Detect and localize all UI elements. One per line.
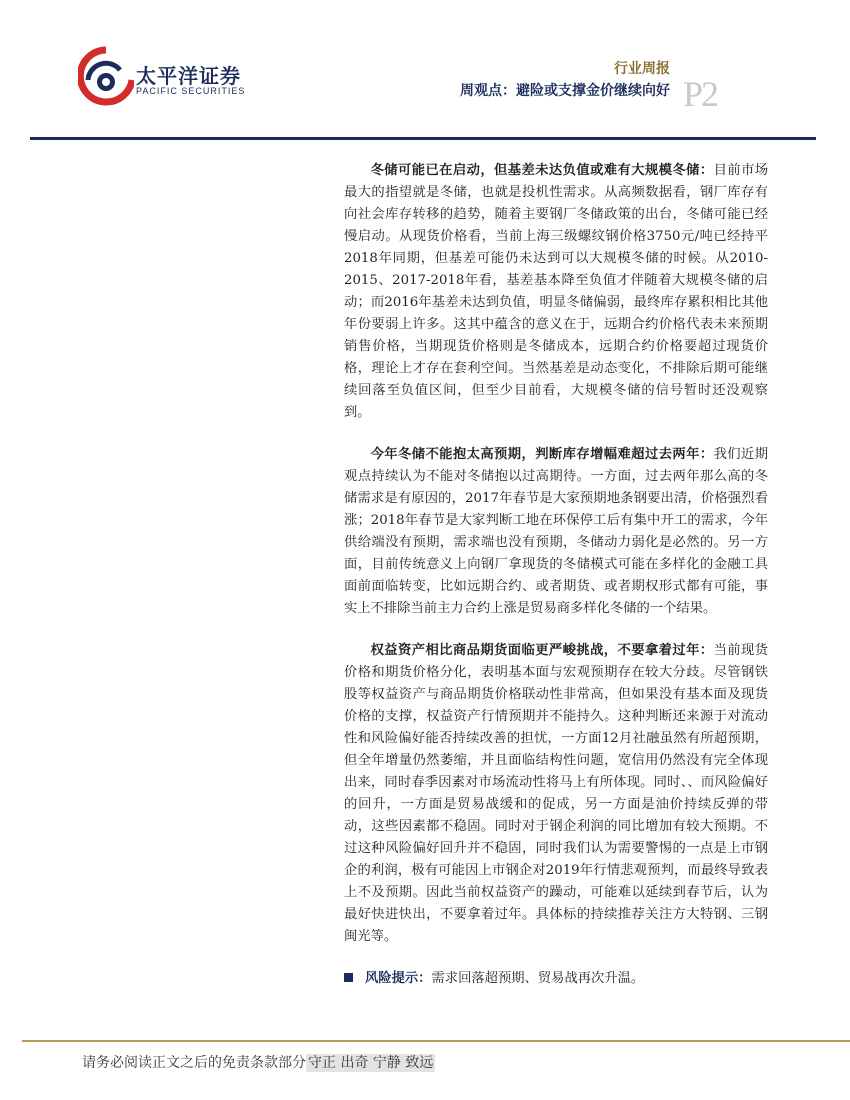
report-title: 周观点：避险或支撑金价继续向好 <box>460 83 670 99</box>
paragraph-lead: 今年冬储不能抱太高预期，判断库存增幅难超过去两年： <box>370 447 714 462</box>
square-bullet-icon <box>344 973 353 982</box>
paragraph-winter-storage <box>344 160 768 424</box>
footer <box>82 1052 435 1072</box>
paragraph-lead: 权益资产相比商品期货面临更严峻挑战，不要拿着过年： <box>370 643 714 658</box>
footer-motto: 守正 出奇 宁静 致远 <box>308 1055 434 1071</box>
pacific-securities-emblem-icon <box>78 46 134 116</box>
paragraph-inventory-outlook <box>344 444 768 620</box>
main-content <box>344 160 768 990</box>
paragraph-body: 目前市场最大的指望就是冬储，也就是投机性需求。从高频数据看，钢厂库存有向社会库存转移的趋势，随着主要钢厂冬储政策的出台，冬储可能已经慢启动。从现货价格看，当前上海三级螺纹钢价格3750元/吨已经持平2018年同期，但基差可能仍未达到可以大规模冬储的时候。从2010-2015、2017-2018年看，基差基本降至负值才伴随着大规模冬储的启动；而2016年基差未达到负值，明显冬储偏弱，最终库存累积相比其他年份要弱上许多。这其中蕴含的意义在于，远期合约价格代表未来预期销售价格，当期现货价格则是冬储成本，远期合约价格要超过现货价格，理论上才存在套利空间。当然基差是动态变化，不排除后期可能继续回落至负值区间，但至少目前看，大规模冬储的信号暂时还没观察到。 <box>344 163 769 420</box>
paragraph-body: 当前现货价格和期货价格分化，表明基本面与宏观预期存在较大分歧。尽管钢铁股等权益资产与商品期货价格联动性非常高，但如果没有基本面及现货价格的支撑，权益资产行情预期并不能持久。这种判断还来源于对流动性和风险偏好能否持续改善的担忧，一方面12月社融虽然有所超预期，但全年增量仍然萎缩，并且面临结构性问题，宽信用仍然没有完全体现出来，同时春季因素对市场流动性将马上有所体现。同时、、而风险偏好的回升，一方面是贸易战缓和的促成，另一方面是油价持续反弹的带动，这些因素都不稳固。同时对于钢企利润的同比增加有较大预期。不过这种风险偏好回升并不稳固，同时我们认为需要警惕的一点是上市钢企的利润，极有可能因上市钢企对2019年行情悲观预判，而最终导致表上不及预期。因此当前权益资产的躁动，可能难以延续到春节后，认为最好快进快出，不要拿着过年。具体标的持续推荐关注方大特钢、三钢闽光等。 <box>344 643 769 944</box>
logo-english-name: PACIFIC SECURITIES <box>136 86 246 96</box>
page-number: P2 <box>683 74 718 114</box>
footer-disclaimer: 请务必阅读正文之后的免责条款部分 <box>82 1055 306 1071</box>
risk-text: 需求回落超预期、贸易战再次升温。 <box>431 971 645 986</box>
header-divider <box>30 137 816 140</box>
paragraph-body: 我们近期观点持续认为不能对冬储抱以过高期待。一方面，过去两年那么高的冬储需求是有原因的，2017年春节是大家预期地条钢要出清，价格强烈看涨；2018年春节是大家判断工地在环保停工后有集中开工的需求，今年供给端没有预期，需求端也没有预期，冬储动力弱化是必然的。另一方面，目前传统意义上向钢厂拿现货的冬储模式可能在多样化的金融工具面前面临转变，比如远期合约、或者期货、或者期权形式都有可能，事实上不排除当前主力合约上涨是贸易商多样化冬储的一个结果。 <box>344 447 769 616</box>
company-logo <box>78 46 258 116</box>
report-type: 行业周报 <box>614 61 670 77</box>
paragraph-equity-assets <box>344 640 768 948</box>
risk-label: 风险提示： <box>365 971 432 986</box>
paragraph-lead: 冬储可能已在启动，但基差未达负值或难有大规模冬储： <box>370 163 714 178</box>
footer-divider <box>22 1040 850 1042</box>
risk-warning <box>344 968 768 990</box>
logo-chinese-name: 太平洋证券 <box>136 64 241 88</box>
